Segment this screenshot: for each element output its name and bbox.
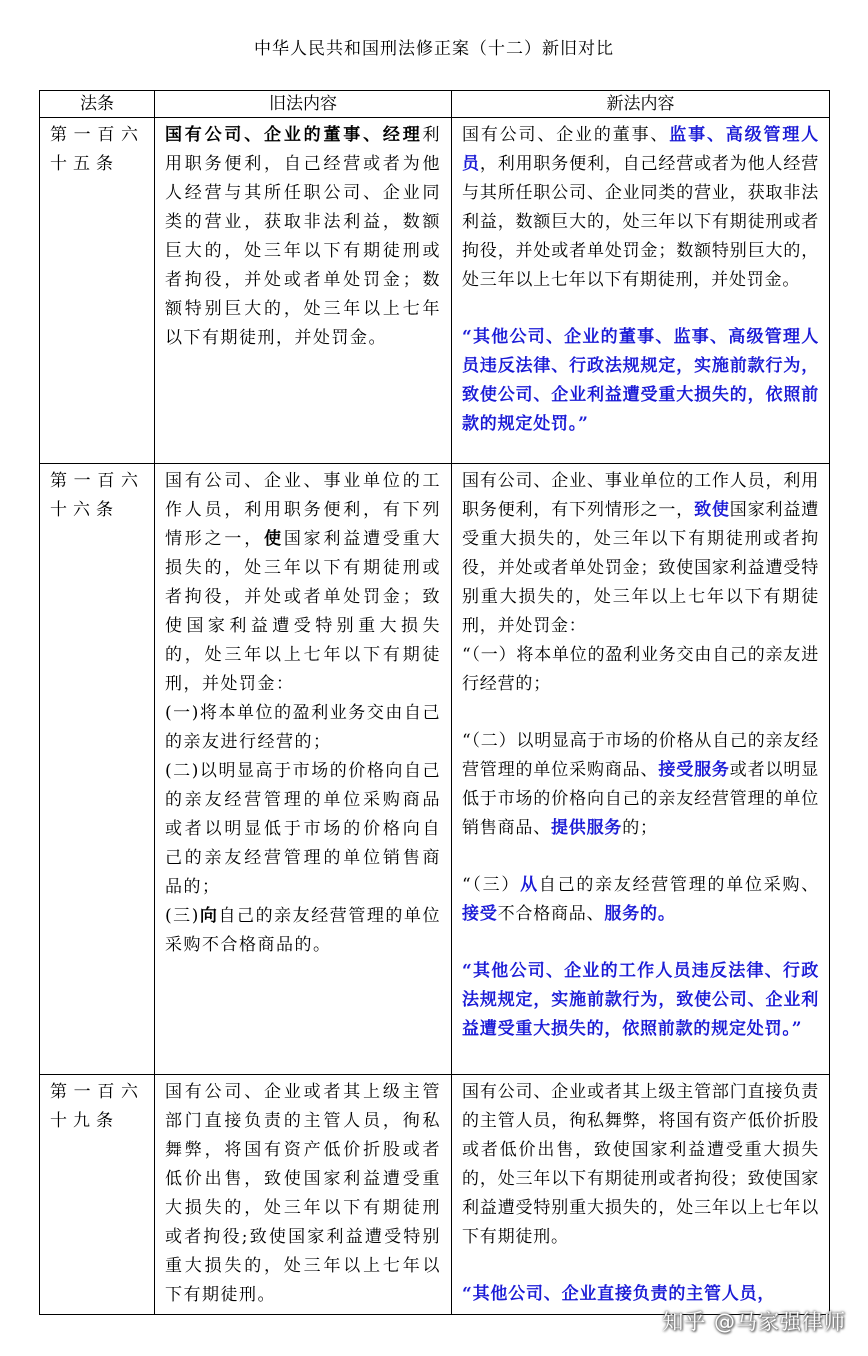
new-text: 的； [622,818,658,838]
table-row [40,1075,830,1315]
new-highlight: 从 [520,875,539,895]
paragraph-spacer [462,929,819,957]
new-text: “（三） [462,875,521,895]
new-text: “（二）以明显高于市场的价格从自己的亲友经营管理的单位采购商品、 [462,731,819,780]
new-text: 国有公司、企业的董事、 [462,125,670,145]
table-header-row [40,91,830,118]
paragraph-spacer [462,295,819,323]
old-text: 自己的亲友经营管理的单位采购不合格商品的。 [165,906,442,955]
old-law-text [155,464,452,1075]
new-item-2 [462,727,819,843]
old-bold-text: 国有公司、企业的董事、经理 [165,125,423,145]
old-paragraph [165,467,441,699]
paragraph-spacer [462,1252,819,1280]
new-text: 不合格商品、 [497,904,605,924]
paragraph-spacer [462,843,819,871]
new-highlight: 接受服务 [658,760,730,780]
old-item-3 [165,902,441,960]
paragraph-spacer [462,699,819,727]
old-text: 国有公司、企业、事业单位的工作人员，利用职务便利，有下列情形之一， [165,471,441,549]
old-item-1: (一)将本单位的盈利业务交由自己的亲友进行经营的； [165,703,441,752]
old-item-2: (二)以明显高于市场的价格向自己的亲友经营管理的单位采购商品或者以明显低于市场的价格向自己的亲友经营管理的单位销售商品的； [165,761,441,897]
new-text: 自己的亲友经营管理的单位采购、 [538,875,819,895]
new-highlight: 监事、高级管理人员 [462,125,819,174]
document-title: 中华人民共和国刑法修正案（十二）新旧对比 [254,39,614,59]
new-item-1: “（一）将本单位的盈利业务交由自己的亲友进行经营的； [462,645,819,694]
new-highlight: 接受 [462,904,498,924]
table-row [40,464,830,1075]
header-old-law: 旧法内容 [155,91,452,118]
old-bold-text: 使 [264,529,284,549]
header-new-law: 新法内容 [452,91,830,118]
comparison-table [39,90,830,1315]
new-law-text [452,464,830,1075]
old-text: 国家利益遭受重大损失的，处三年以下有期徒刑或者拘役，并处或者单处罚金；致使国家利益遭受特别重大损失的，处三年以上七年以下有期徒刑，并处罚金： [165,529,442,694]
article-number: 第一百六十五条 [40,118,155,464]
new-highlight: 提供服务 [551,818,623,838]
old-law-text: 国有公司、企业或者其上级主管部门直接负责的主管人员，徇私舞弊，将国有资产低价折股或者低价出售，致使国家利益遭受重大损失的，处三年以下有期徒刑或者拘役;致使国家利益遭受特别重大损失的，处三年以上七年以下有期徒刑。 [155,1075,452,1315]
new-text: 国有公司、企业、事业单位的工作人员，利用职务便利，有下列情形之一， [462,471,819,520]
old-text: (三) [165,906,200,926]
new-added-paragraph: “其他公司、企业直接负责的主管人员， [462,1284,776,1304]
new-paragraph [462,467,819,641]
new-law-text [452,1075,830,1315]
article-number: 第一百六十六条 [40,464,155,1075]
new-item-3 [462,871,819,929]
old-bold-text: 向 [199,906,219,926]
new-highlight: 致使 [694,500,730,520]
old-law-text [155,118,452,464]
new-added-paragraph: “其他公司、企业的工作人员违反法律、行政法规规定，实施前款行为，致使公司、企业利益遭受重大损失的，依照前款的规定处罚。” [462,961,819,1039]
zhihu-watermark: 知乎 @马家强律师 [662,1310,846,1334]
header-article: 法条 [40,91,155,118]
new-text: ，利用职务便利，自己经营或者为他人经营与其所任职公司、企业同类的营业，获取非法利益，数额巨大的，处三年以下有期徒刑或者拘役，并处或者单处罚金；数额特别巨大的，处三年以上七年以下有期徒刑，并处罚金。 [462,154,819,290]
new-paragraph: 国有公司、企业或者其上级主管部门直接负责的主管人员，徇私舞弊，将国有资产低价折股或者低价出售，致使国家利益遭受重大损失的，处三年以下有期徒刑或者拘役；致使国家利益遭受特别重大损失的，处三年以上七年以下有期徒刑。 [462,1082,819,1247]
new-law-text [452,118,830,464]
new-added-paragraph: “其他公司、企业的董事、监事、高级管理人员违反法律、行政法规规定，实施前款行为，致使公司、企业利益遭受重大损失的，依照前款的规定处罚。” [462,327,819,434]
new-text: 国家利益遭受重大损失的，处三年以下有期徒刑或者拘役，并处或者单处罚金；致使国家利益遭受特别重大损失的，处三年以上七年以下有期徒刑，并处罚金： [462,500,820,636]
new-text: 或者以明显低于市场的价格向自己的亲友经营管理的单位销售商品、 [462,760,820,838]
old-text: 利用职务便利，自己经营或者为他人经营与其所任职公司、企业同类的营业，获取非法利益，数额巨大的，处三年以下有期徒刑或者拘役，并处或者单处罚金；数额特别巨大的，处三年以上七年以下有期徒刑，并处罚金。 [165,125,441,348]
article-number: 第一百六十九条 [40,1075,155,1315]
table-row [40,118,830,464]
new-paragraph [462,121,819,295]
new-highlight: 服务的。 [604,904,676,924]
